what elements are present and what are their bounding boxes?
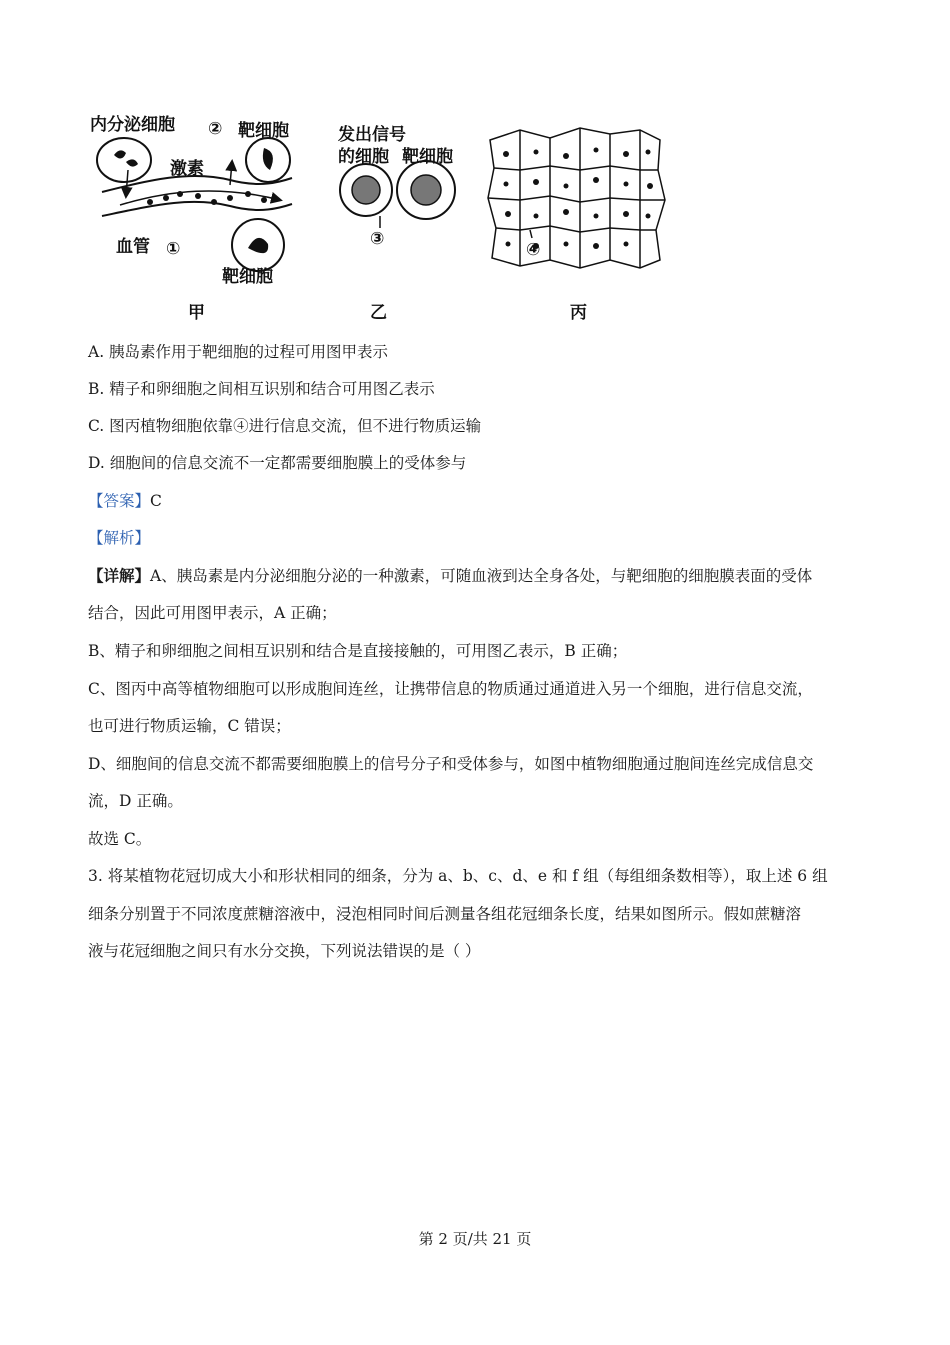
figure-jia <box>90 114 292 323</box>
yi-target-cell-label: 靶细胞 <box>402 147 453 167</box>
option-d: D. 细胞间的信息交流不一定都需要细胞膜上的受体参与 <box>88 454 467 472</box>
detail-text-1: A、胰岛素是内分泌细胞分泌的一种激素，可随血液到达全身各处，与靶细胞的细胞膜表面的受体 <box>150 567 813 585</box>
figure-bing <box>488 128 665 323</box>
detail-tag: 【详解】 <box>88 566 151 585</box>
analysis-tag: 【解析】 <box>88 529 151 547</box>
signal-cell-label-2: 的细胞 <box>338 147 389 167</box>
vessel-label: 血管 <box>116 237 150 257</box>
caption-bing: 丙 <box>570 303 587 323</box>
label-2: ② <box>208 119 223 139</box>
question3-line-2: 细条分别置于不同浓度蔗糖溶液中，浸泡相同时间后测量各组花冠细条长度，结果如图所示。假如蔗糖溶 <box>88 905 802 923</box>
answer-value: C <box>150 492 162 510</box>
target-cell-label-top: 靶细胞 <box>238 121 289 141</box>
detail-line-2: 结合，因此可用图甲表示，A 正确； <box>88 604 337 622</box>
detail-line-3: B、精子和卵细胞之间相互识别和结合是直接接触的，可用图乙表示，B 正确； <box>88 642 628 660</box>
question3-line-3: 液与花冠细胞之间只有水分交换，下列说法错误的是（ ） <box>88 942 481 960</box>
detail-line-6: D、细胞间的信息交流不都需要细胞膜上的信号分子和受体参与，如图中植物细胞通过胞间连丝完成信息交 <box>88 755 814 773</box>
detail-line-8: 故选 C。 <box>88 830 152 848</box>
question3-line-1: 3. 将某植物花冠切成大小和形状相同的细条，分为 a、b、c、d、e 和 f 组（每组细条数相等），取上述 6 组 <box>88 867 828 885</box>
caption-jia: 甲 <box>188 303 205 323</box>
detail-line-1 <box>88 566 812 586</box>
endocrine-cell <box>97 138 151 182</box>
page-footer: 第 2 页/共 21 页 <box>418 1230 532 1248</box>
detail-line-4: C、图丙中高等植物细胞可以形成胞间连丝，让携带信息的物质通过通道进入另一个细胞，进行信息交流， <box>88 680 813 698</box>
signal-cell-label-1: 发出信号 <box>338 125 406 145</box>
option-c: C. 图丙植物细胞依靠④进行信息交流，但不进行物质运输 <box>88 417 482 435</box>
cell-communication-figure <box>80 110 670 330</box>
answer-tag: 【答案】 <box>88 492 151 510</box>
label-1: ① <box>166 239 181 259</box>
answer-line <box>88 491 162 511</box>
endocrine-cell-label: 内分泌细胞 <box>90 115 175 135</box>
label-4: ④ <box>526 240 541 260</box>
option-b: B. 精子和卵细胞之间相互识别和结合可用图乙表示 <box>88 380 435 398</box>
caption-yi: 乙 <box>370 303 387 323</box>
figure-yi <box>337 124 455 323</box>
detail-line-7: 流，D 正确。 <box>88 792 183 810</box>
label-3: ③ <box>370 229 385 249</box>
target-cell-label-bottom: 靶细胞 <box>222 267 273 287</box>
option-a: A. 胰岛素作用于靶细胞的过程可用图甲表示 <box>88 343 389 361</box>
detail-line-5: 也可进行物质运输，C 错误； <box>88 717 291 735</box>
hormone-label: 激素 <box>170 159 204 179</box>
